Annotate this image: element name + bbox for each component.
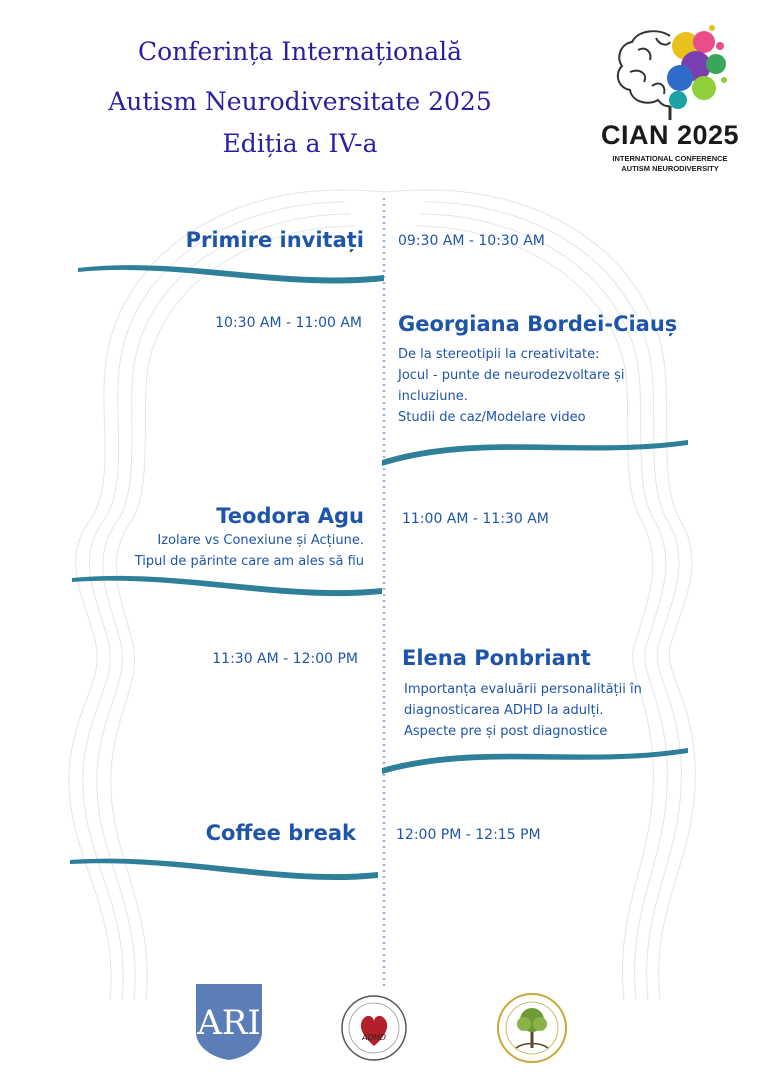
item-label-primire: Primire invitați: [185, 228, 364, 252]
item-speaker-agu: Teodora Agu: [216, 504, 364, 528]
logo-name: CIAN 2025: [600, 120, 740, 150]
adhd-logo-graphic: [340, 994, 408, 1062]
ari-logo: [194, 982, 264, 1062]
cian-logo: [590, 16, 750, 181]
item-time-bordei: 10:30 AM - 11:00 AM: [215, 315, 362, 331]
ari-logo-graphic: [194, 982, 264, 1062]
description-line: Izolare vs Conexiune și Acțiune.: [157, 533, 364, 548]
item-time-coffee: 12:00 PM - 12:15 PM: [396, 827, 541, 843]
description-line: incluziune.: [398, 389, 468, 404]
wave-2: [382, 440, 688, 466]
adhd-logo: [340, 994, 408, 1062]
item-speaker-ponbriant: Elena Ponbriant: [402, 646, 591, 670]
item-description-agu: [135, 530, 364, 572]
item-label-coffee: Coffee break: [205, 821, 356, 845]
wave-3: [72, 576, 382, 596]
title-line-1: Conferința Internațională: [137, 37, 463, 66]
item-speaker-bordei: Georgiana Bordei-Ciauș: [398, 312, 678, 336]
ari-logo-text: ARI: [197, 1003, 261, 1043]
item-time-ponbriant: 11:30 AM - 12:00 PM: [212, 651, 358, 667]
description-line: Aspecte pre și post diagnostice: [404, 724, 608, 739]
description-line: Studii de caz/Modelare video: [398, 410, 586, 425]
description-line: Tipul de părinte care am ales să fiu: [134, 554, 364, 569]
item-time-primire: 09:30 AM - 10:30 AM: [398, 233, 545, 249]
item-time-agu: 11:00 AM - 11:30 AM: [402, 511, 549, 527]
wave-1: [78, 265, 384, 283]
description-line: Importanța evaluării personalității în: [404, 682, 642, 697]
faculty-seal-icon: [496, 992, 568, 1064]
wave-4: [382, 748, 688, 774]
item-description-ponbriant: [404, 679, 642, 742]
title-line-2: Autism Neurodiversitate 2025: [108, 87, 492, 116]
title-line-3: Ediția a IV-a: [222, 129, 378, 158]
faculty-logo: [496, 992, 568, 1064]
description-line: diagnosticarea ADHD la adulți.: [404, 703, 604, 718]
description-line: Jocul - punte de neurodezvoltare și: [398, 368, 625, 383]
item-description-bordei: [398, 344, 625, 428]
logo-subtitle-1: INTERNATIONAL CONFERENCE: [612, 154, 728, 163]
adhd-logo-text: ADHD: [362, 1033, 386, 1042]
description-line: De la stereotipii la creativitate:: [398, 347, 600, 362]
brain-icon: [608, 16, 733, 126]
logo-subtitle-2: AUTISM NEURODIVERSITY: [621, 164, 719, 173]
